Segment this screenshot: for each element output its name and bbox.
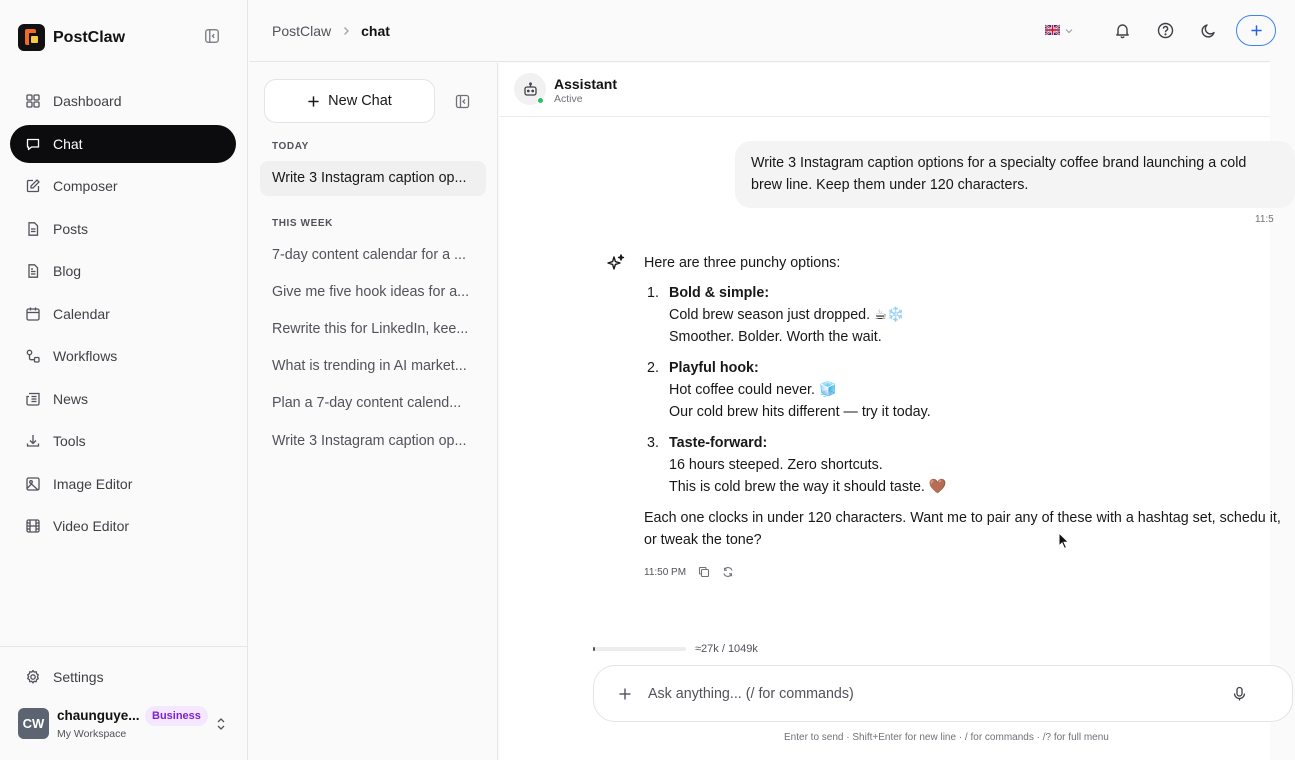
sidebar-item-composer[interactable] [10,167,236,205]
chat-main [499,63,1281,760]
composer-hint: Enter to send · Shift+Enter for new line · / for commands · /? for full menu [784,732,1109,743]
new-chat-button[interactable] [264,79,435,123]
user-name: chaunguye... [57,708,140,723]
message-composer [593,665,1293,722]
posts-icon [25,221,41,237]
sidebar-item-label: Tools [53,433,86,449]
section-label-today: TODAY [272,141,309,152]
sidebar-item-calendar[interactable] [10,295,236,333]
caption-option [644,432,1284,498]
sidebar-item-tools[interactable] [10,422,236,460]
gear-icon [25,669,41,685]
sidebar-item-label: News [53,390,89,407]
plus-icon [1250,24,1263,37]
settings-label: Settings [53,669,104,685]
mouse-cursor-icon [1058,532,1070,550]
option-line: Cold brew season just dropped. ☕❄️ [669,307,905,323]
composer-icon [25,178,41,194]
new-chat-label: New Chat [328,93,392,109]
option-number: 3. [647,435,659,451]
option-line: 16 hours steeped. Zero shortcuts. [669,457,883,473]
option-line: Hot coffee could never. 🧊 [669,382,837,398]
sidebar-item-label: Blog [53,263,82,279]
plus-icon [307,95,320,108]
sidebar-item-posts[interactable] [10,210,236,248]
bell-icon[interactable] [1114,22,1131,39]
option-line: Our cold brew hits different — try it today. [669,404,931,420]
assistant-outro: Each one clocks in under 120 characters. Want me to pair any of these with a hashtag set, schedu it, or tweak the tone? [644,510,1281,548]
workflows-icon [25,348,41,364]
image-editor-icon [25,476,41,492]
token-usage-fill [593,647,595,651]
uk-flag-icon[interactable] [1045,25,1060,35]
sidebar-item-label: Workflows [53,348,118,364]
assistant-message-meta [644,566,734,578]
chat-history-panel [249,63,498,760]
history-item[interactable]: Write 3 Instagram caption op... [272,433,467,449]
assistant-message-time: 11:50 PM [644,566,687,578]
online-status-dot [537,97,544,104]
caption-option [644,282,1284,348]
sidebar-item-label: Posts [53,220,89,237]
sidebar-item-news[interactable] [10,380,236,418]
calendar-icon [25,306,41,322]
token-usage [593,643,758,655]
section-label-this-week: THIS WEEK [272,218,333,229]
regenerate-icon[interactable] [722,566,734,578]
top-bar [249,0,1270,62]
sidebar-item-label: Video Editor [53,518,130,534]
avatar: CW [18,708,49,739]
assistant-message [644,252,1284,551]
sidebar-item-dashboard[interactable] [10,82,236,120]
sidebar-item-blog[interactable] [10,252,236,290]
breadcrumb [272,23,390,39]
user-switcher[interactable] [18,708,232,740]
sidebar-item-video-editor[interactable] [10,507,236,545]
news-icon [25,391,41,407]
sidebar-collapse-icon[interactable] [204,28,222,46]
create-button[interactable] [1236,15,1276,46]
history-item[interactable]: Plan a 7-day content calend... [272,395,462,411]
sidebar-item-chat[interactable] [10,125,236,163]
sidebar-item-workflows[interactable] [10,337,236,375]
sidebar-item-settings[interactable] [25,669,104,685]
assistant-name: Assistant [554,76,618,92]
plan-badge: Business [145,706,208,726]
breadcrumb-current: chat [361,23,390,39]
sidebar-item-label: Dashboard [53,93,122,109]
copy-icon[interactable] [698,566,710,578]
option-line: This is cold brew the way it should taste. 🤎 [669,479,947,495]
bot-icon [523,82,538,97]
sidebar-item-label: Calendar [53,305,110,322]
option-title: Playful hook: [669,360,759,376]
chat-icon [25,136,41,152]
chevron-right-icon [341,26,351,36]
chevron-up-down-icon [216,717,226,731]
history-item[interactable]: 7-day content calendar for a ... [272,247,466,263]
token-usage-bar [593,647,686,651]
history-item[interactable]: Give me five hook ideas for a... [272,284,470,300]
history-item[interactable]: What is trending in AI market... [272,358,467,374]
tools-icon [25,433,41,449]
microphone-icon[interactable] [1232,686,1247,702]
option-title: Bold & simple: [669,285,770,301]
option-title: Taste-forward: [669,435,768,451]
breadcrumb-root[interactable]: PostClaw [272,23,332,39]
video-editor-icon [25,518,41,534]
user-message-bubble: Write 3 Instagram caption options for a specialty coffee brand launching a cold brew line. Keep them under 120 characters. [735,141,1295,208]
option-line: Smoother. Bolder. Worth the wait. [669,329,882,345]
chevron-down-icon[interactable] [1065,27,1073,35]
sidebar-item-label: Image Editor [53,475,133,492]
help-icon[interactable] [1157,22,1174,39]
option-number: 1. [647,285,659,301]
brand[interactable] [18,24,125,51]
caption-option [644,357,1284,423]
assistant-status: Active [554,93,583,105]
panel-toggle-icon[interactable] [455,94,470,109]
chat-header [499,63,1270,117]
message-input[interactable] [648,683,1208,705]
workspace-name: My Workspace [57,728,127,740]
sidebar-nav [10,82,236,550]
brand-name: PostClaw [53,28,126,46]
moon-icon[interactable] [1200,22,1217,39]
sidebar-footer [0,646,248,740]
sidebar-item-label: Chat [53,135,83,152]
history-item[interactable]: Rewrite this for LinkedIn, kee... [272,321,469,337]
sidebar-item-label: Composer [53,178,118,194]
option-number: 2. [647,360,659,376]
sidebar [0,0,248,760]
dashboard-icon [25,93,41,109]
user-message-time: 11:5 [1255,214,1274,225]
token-usage-text: ≈27k / 1049k [695,643,758,655]
history-item[interactable]: Write 3 Instagram caption op... [272,170,467,186]
postclaw-logo [18,24,45,51]
sparkles-icon [606,253,626,273]
blog-icon [25,263,41,279]
attach-plus-icon[interactable] [618,687,632,701]
sidebar-item-image-editor[interactable] [10,465,236,503]
assistant-intro: Here are three punchy options: [644,255,841,271]
